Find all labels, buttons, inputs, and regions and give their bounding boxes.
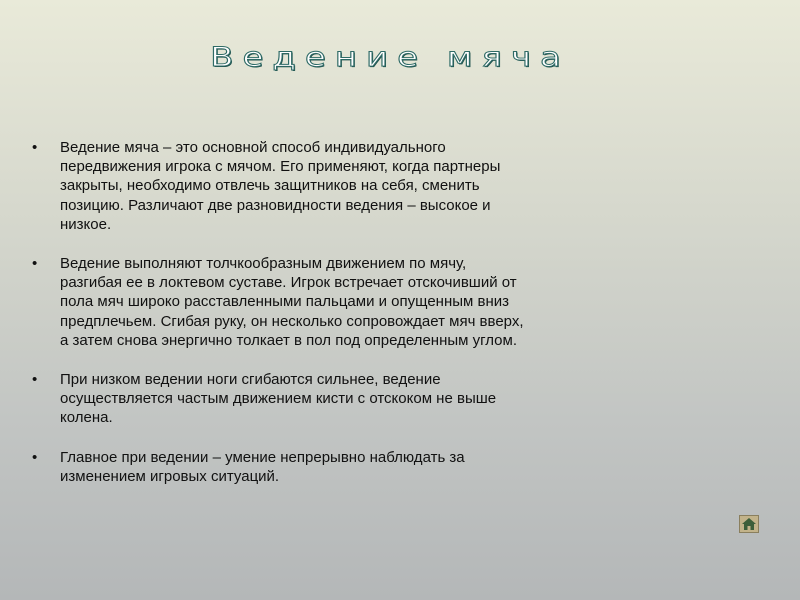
bullet-text: Ведение мяча – это основной способ индивидуального передвижения игрока с мячом. Его применяют, когда партнеры закрыты, необходимо отвлечь защитников на себя, сменить позицию. Различают две разновидности ведения – высокое и низкое. bbox=[60, 139, 501, 233]
bullet-marker: • bbox=[32, 448, 38, 466]
bullet-list bbox=[32, 138, 532, 506]
bullet-item bbox=[32, 254, 532, 350]
bullet-marker: • bbox=[32, 139, 38, 156]
bullet-item bbox=[32, 448, 532, 486]
home-button[interactable] bbox=[739, 515, 759, 533]
bullet-item bbox=[32, 138, 532, 234]
bullet-text: Главное при ведении – умение непрерывно наблюдать за изменением игровых ситуаций. bbox=[60, 448, 465, 485]
bullet-marker: • bbox=[32, 255, 38, 273]
bullet-item bbox=[32, 370, 532, 428]
bullet-text: При низком ведении ноги сгибаются сильнее, ведение осуществляется частым движением кисти с отскоком не выше колена. bbox=[60, 371, 497, 427]
bullet-marker: • bbox=[32, 371, 38, 389]
slide-title: Ведение мяча bbox=[210, 42, 570, 74]
bullet-text: Ведение выполняют толчкообразным движением по мячу, разгибая ее в локтевом суставе. Игрок встречает отскочивший от пола мяч широко расставленными пальцами и опущенным вниз предплечьем. Сгибая руку, он несколько сопровождает мяч вверх, а затем снова энергично толкает в пол под определенным углом. bbox=[60, 255, 524, 349]
home-icon bbox=[740, 516, 758, 532]
